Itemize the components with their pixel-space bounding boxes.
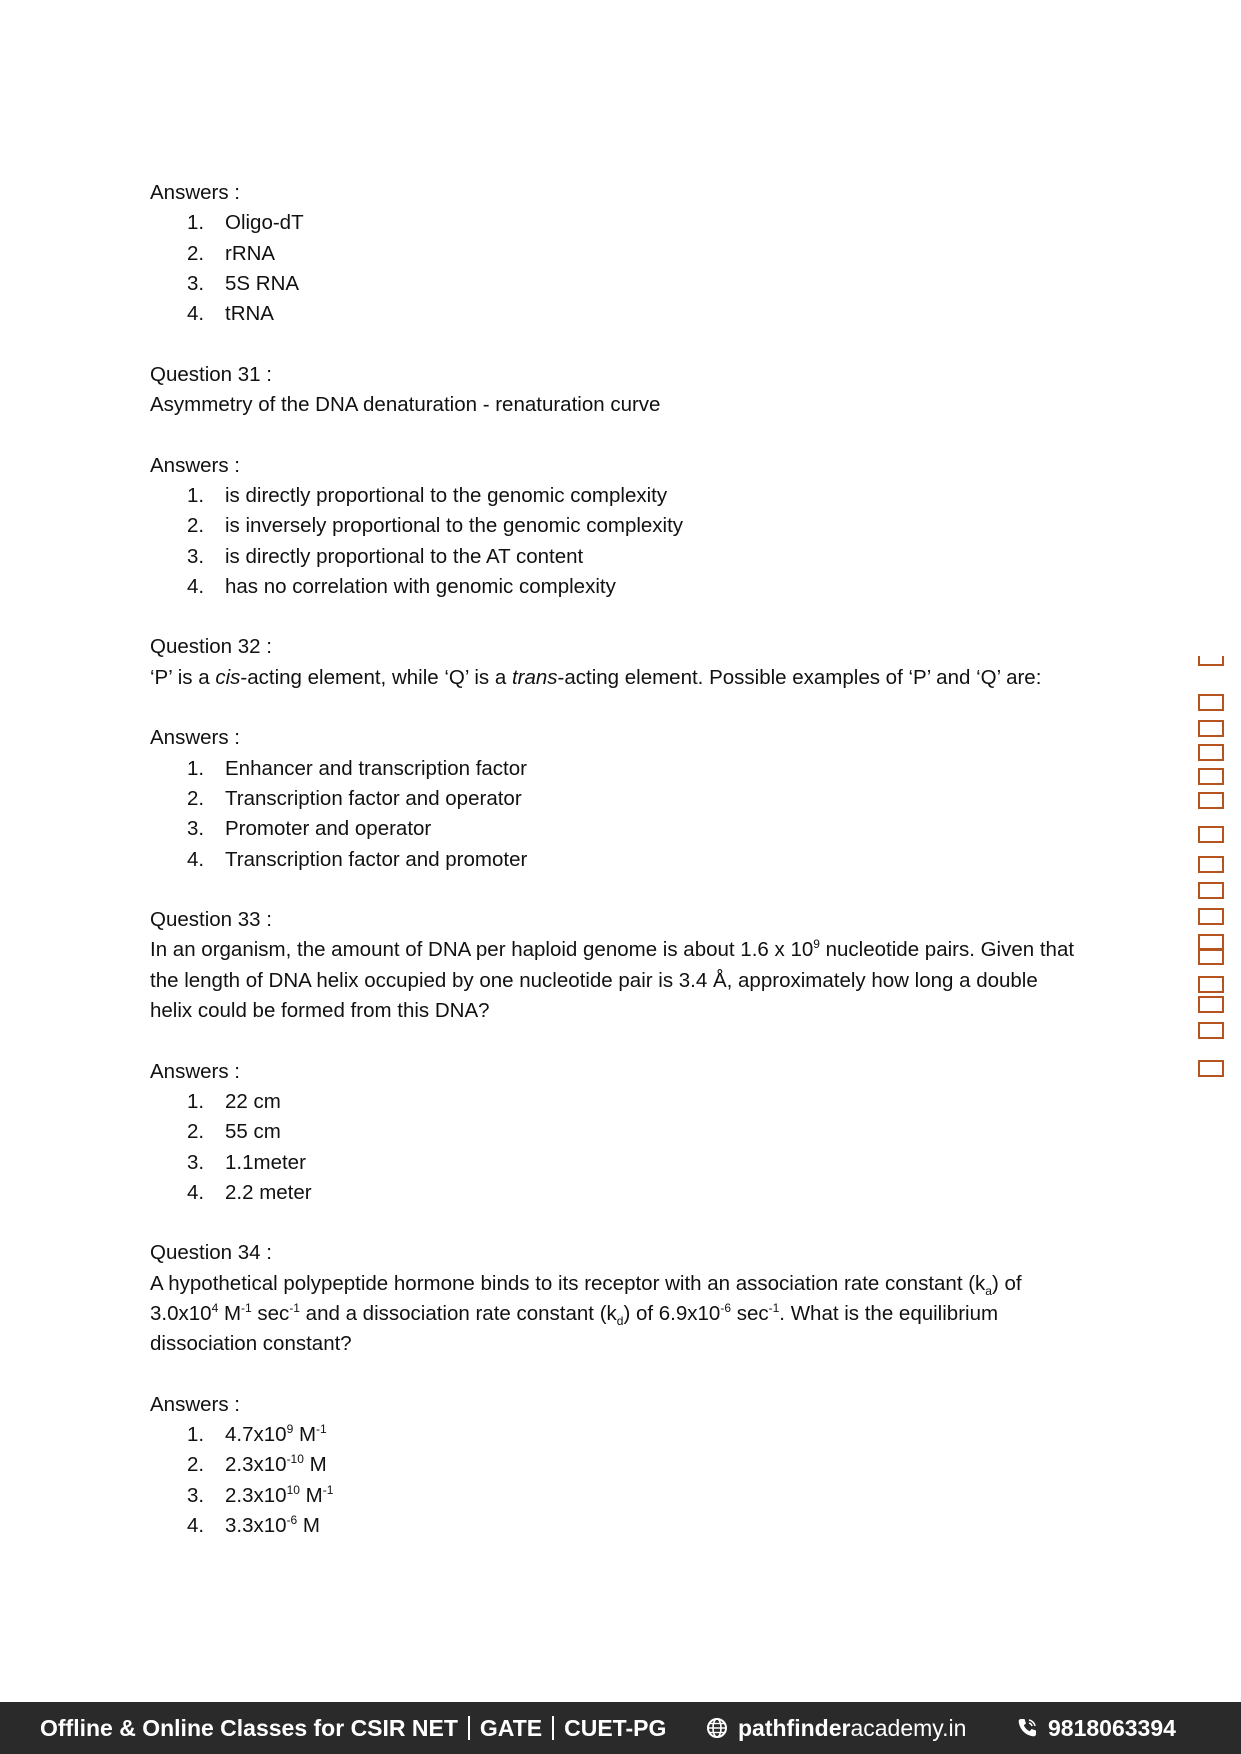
answer-option (150, 1087, 1080, 1117)
answer-list (150, 754, 1080, 875)
option-number: 1. (187, 211, 205, 235)
option-text: 22 cm (225, 1089, 281, 1113)
footer-bar (0, 1702, 1241, 1754)
answer-list (150, 1087, 1080, 1208)
watermark-box (1198, 856, 1224, 873)
footer-classes-text: Offline & Online Classes for CSIR NET (40, 1715, 458, 1741)
answer-option (150, 754, 1080, 784)
answer-list (150, 208, 1080, 329)
side-watermark (1196, 656, 1228, 1084)
question-label: Question 31 : (150, 362, 272, 386)
footer-divider (552, 1716, 554, 1740)
answer-option (150, 845, 1080, 875)
footer-classes (40, 1715, 666, 1742)
option-text: tRNA (225, 302, 274, 326)
option-number: 1. (187, 483, 205, 507)
footer-gate: GATE (479, 1715, 543, 1741)
answer-option (150, 542, 1080, 572)
footer-phone[interactable] (1016, 1715, 1176, 1742)
watermark-box (1198, 744, 1224, 761)
document-body (150, 178, 1080, 1572)
option-text: $3.3x10^{-6}$ M (225, 1513, 321, 1538)
answer-option (150, 1481, 1080, 1511)
option-text: Transcription factor and operator (225, 786, 522, 810)
watermark-box (1198, 826, 1224, 843)
phone-icon (1016, 1717, 1038, 1739)
question-text: A hypothetical polypeptide hormone binds to its receptor with an association rate constant $(k_a)$ of $3.0x10^4$ $M^{-1}$ $\sec^{-1}$ and a dissociation rate constant $(k_d)$ of $6.9x10^{-6}$ $\sec^{-1}$. What is the equilibrium dissociation constant? (150, 1271, 1022, 1356)
answer-option (150, 1148, 1080, 1178)
option-text: $2.3x10^{10}$ $M^{-1}$ (225, 1482, 334, 1507)
answers-label: Answers : (150, 453, 240, 477)
option-number: 3. (187, 544, 205, 568)
website-bold: pathfinder (738, 1715, 851, 1741)
question-text: In an organism, the amount of DNA per haploid genome is about 1.6 x $10^9$ nucleotide pairs. Given that the length of DNA helix occupied by one nucleotide pair is 3.4 Å, approximately how long a double helix could be formed from this DNA? (150, 937, 1075, 1023)
question-label: Question 32 : (150, 635, 272, 659)
option-text: 55 cm (225, 1120, 281, 1144)
option-number: 2. (187, 1120, 205, 1144)
answer-option (150, 814, 1080, 844)
option-number: 4. (187, 1180, 205, 1204)
answer-option (150, 784, 1080, 814)
answer-option (150, 239, 1080, 269)
watermark-box (1198, 720, 1224, 737)
answers-label: Answers : (150, 1392, 240, 1416)
answer-option (150, 1450, 1080, 1480)
answers-label: Answers : (150, 726, 240, 750)
option-number: 1. (187, 1423, 205, 1447)
phone-number: 9818063394 (1048, 1715, 1176, 1741)
option-number: 2. (187, 1453, 205, 1477)
option-number: 3. (187, 1150, 205, 1174)
watermark-box (1198, 996, 1224, 1013)
option-number: 2. (187, 786, 205, 810)
option-number: 3. (187, 1483, 205, 1507)
option-text: $4.7x10^9$ $M^{-1}$ (225, 1422, 327, 1447)
website-light: academy.in (850, 1715, 967, 1741)
option-number: 2. (187, 241, 205, 265)
option-number: 4. (187, 1514, 205, 1538)
answer-option (150, 572, 1080, 602)
watermark-box (1198, 792, 1224, 809)
option-text: Transcription factor and promoter (225, 847, 528, 871)
option-text: Promoter and operator (225, 817, 432, 841)
option-text: has no correlation with genomic complexity (225, 574, 616, 598)
watermark-box (1198, 976, 1224, 993)
option-text: 5S RNA (225, 271, 300, 295)
watermark-bracket (1198, 656, 1224, 666)
option-number: 1. (187, 756, 205, 780)
question-label: Question 34 : (150, 1241, 272, 1265)
watermark-box (1198, 1060, 1224, 1077)
question-text: ‘P’ is a cis-acting element, while ‘Q’ is a trans-acting element. Possible examples of ‘P’ and ‘Q’ are: (150, 665, 1042, 689)
option-text: Oligo-dT (225, 211, 304, 235)
globe-icon (706, 1717, 728, 1739)
answer-option (150, 481, 1080, 511)
watermark-box (1198, 948, 1224, 965)
answer-option (150, 1511, 1080, 1541)
footer-cuet: CUET-PG (564, 1715, 667, 1741)
question-text: Asymmetry of the DNA denaturation - renaturation curve (150, 393, 661, 417)
answer-option (150, 208, 1080, 238)
answer-option (150, 1178, 1080, 1208)
question-label: Question 33 : (150, 908, 272, 932)
answer-option (150, 1420, 1080, 1450)
footer-divider (468, 1716, 470, 1740)
watermark-box (1198, 1022, 1224, 1039)
option-text: 1.1meter (225, 1150, 306, 1174)
option-number: 2. (187, 514, 205, 538)
option-text: $2.3x10^{-10}$ M (225, 1452, 327, 1477)
answer-option (150, 269, 1080, 299)
watermark-box (1198, 768, 1224, 785)
answer-option (150, 1117, 1080, 1147)
option-number: 3. (187, 817, 205, 841)
option-text: is inversely proportional to the genomic complexity (225, 514, 684, 538)
answers-label: Answers : (150, 1059, 240, 1083)
option-text: is directly proportional to the genomic complexity (225, 483, 668, 507)
option-number: 4. (187, 574, 205, 598)
footer-website[interactable] (706, 1715, 966, 1742)
watermark-box (1198, 694, 1224, 711)
option-text: rRNA (225, 241, 276, 265)
option-text: Enhancer and transcription factor (225, 756, 527, 780)
answer-option (150, 511, 1080, 541)
option-number: 4. (187, 302, 205, 326)
option-text: is directly proportional to the AT content (225, 544, 584, 568)
answers-label: Answers : (150, 181, 240, 204)
watermark-box (1198, 882, 1224, 899)
option-number: 4. (187, 847, 205, 871)
option-number: 1. (187, 1089, 205, 1113)
answer-list (150, 481, 1080, 602)
option-number: 3. (187, 271, 205, 295)
option-text: 2.2 meter (225, 1180, 312, 1204)
watermark-box (1198, 908, 1224, 925)
answer-option (150, 299, 1080, 329)
answer-list (150, 1420, 1080, 1541)
